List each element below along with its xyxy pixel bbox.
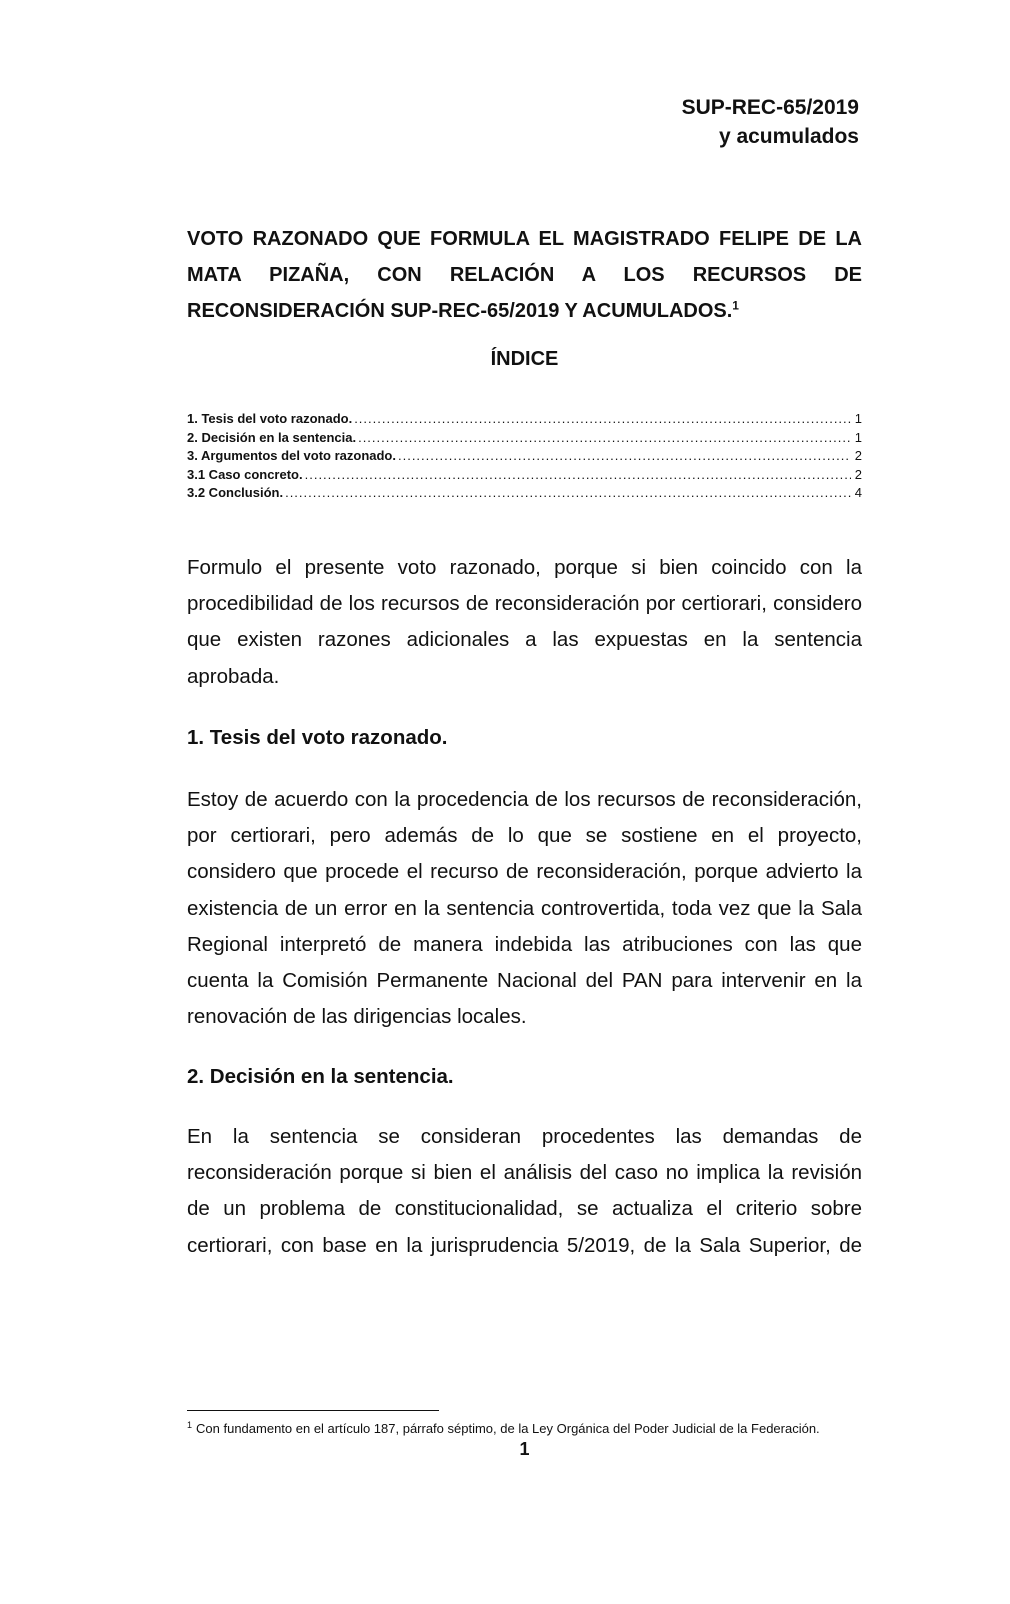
case-number: SUP-REC-65/2019 — [681, 96, 859, 119]
toc-leader-dots — [398, 447, 851, 466]
title-line-1: VOTO RAZONADO QUE FORMULA EL MAGISTRADO FELIPE DE LA — [187, 228, 862, 250]
footnote-text: Con fundamento en el artículo 187, párrafo séptimo, de la Ley Orgánica del Poder Judicial de la Federación. — [196, 1421, 820, 1436]
toc-entry[interactable] — [187, 447, 862, 466]
footnote-divider — [187, 1410, 439, 1411]
toc-entry-page: 1 — [854, 429, 862, 445]
section-2-heading: 2. Decisión en la sentencia. — [187, 1065, 454, 1088]
toc-entry[interactable] — [187, 466, 862, 485]
toc-entry-label: 3.1 Caso concreto. — [187, 466, 303, 482]
intro-paragraph: Formulo el presente voto razonado, porque si bien coincido con la procedibilidad de los recursos de reconsideración por certiorari, considero que existen razones adicionales a las expuestas en la sentencia aprobada. — [187, 556, 862, 688]
case-header — [682, 93, 859, 151]
toc-entry-label: 3. Argumentos del voto razonado. — [187, 448, 396, 463]
toc-entry-page: 2 — [854, 448, 862, 463]
toc-entry-page: 1 — [854, 411, 862, 426]
footnote-number: 1 — [187, 1419, 193, 1430]
toc-leader-dots — [285, 484, 851, 503]
toc-entry-label: 3.2 Conclusión. — [187, 485, 284, 500]
title-line-2: MATA PIZAÑA, CON RELACIÓN A LOS RECURSOS DE — [187, 264, 862, 286]
toc-entry[interactable] — [187, 429, 862, 448]
page-number: 1 — [519, 1439, 530, 1459]
index-heading: ÍNDICE — [490, 348, 559, 370]
toc-leader-dots — [354, 410, 851, 429]
case-suffix: y acumulados — [718, 125, 859, 148]
footnote — [187, 1420, 867, 1438]
toc-leader-dots — [305, 466, 851, 485]
toc-entry-label: 2. Decisión en la sentencia. — [187, 429, 357, 445]
section-1-paragraph: Estoy de acuerdo con la procedencia de los recursos de reconsideración, por certiorari, pero además de lo que se sostiene en el proyecto, considero que procede el recurso de reconsideración, porque advierto la existencia de un error en la sentencia controvertida, toda vez que la Sala Regional interpretó de manera indebida las atribuciones con las que cuenta la Comisión Permanente Nacional del PAN para intervenir en la renovación de las dirigencias locales. — [187, 788, 862, 1029]
toc-entry-label: 1. Tesis del voto razonado. — [187, 411, 353, 426]
table-of-contents — [187, 410, 862, 503]
toc-entry-page: 4 — [854, 485, 862, 500]
title-line-3-wrap — [187, 293, 862, 329]
title-line-3: RECONSIDERACIÓN SUP-REC-65/2019 Y ACUMULADOS. — [187, 300, 733, 322]
title-footnote-ref[interactable]: 1 — [732, 298, 739, 313]
toc-entry-page: 2 — [854, 466, 862, 482]
toc-leader-dots — [358, 429, 851, 448]
section-1-heading: 1. Tesis del voto razonado. — [187, 726, 448, 749]
document-title — [187, 221, 862, 329]
toc-entry[interactable] — [187, 484, 862, 503]
section-2-paragraph: En la sentencia se consideran procedentes las demandas de reconsideración porque si bien el análisis del caso no implica la revisión de un problema de constitucionalidad, se actualiza el criterio sobre certiorari, con base en la jurisprudencia 5/2019, de la Sala Superior, de — [187, 1125, 862, 1257]
toc-entry[interactable] — [187, 410, 862, 429]
